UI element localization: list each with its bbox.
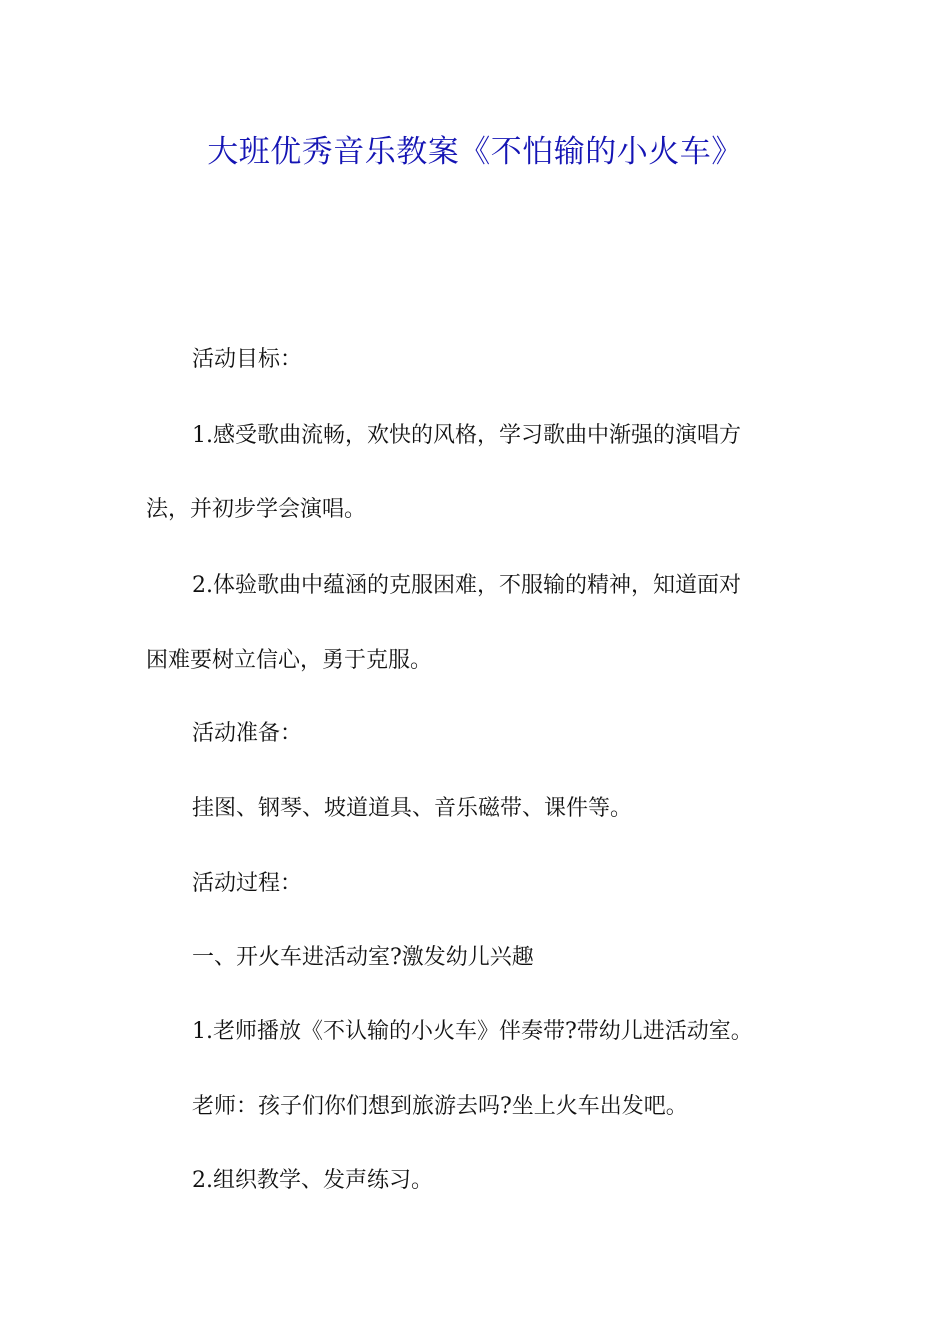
process-step-1-heading: 一、开火车进活动室?激发幼儿兴趣 [192, 945, 534, 970]
goal-1-line-1: 1.感受歌曲流畅，欢快的风格，学习歌曲中渐强的演唱方 [192, 423, 741, 448]
goal-2-line-2: 困难要树立信心，勇于克服。 [146, 648, 433, 673]
goal-2-line-1: 2.体验歌曲中蕴涵的克服困难，不服输的精神，知道面对 [192, 573, 741, 598]
teacher-dialogue: 老师：孩子们你们想到旅游去吗?坐上火车出发吧。 [192, 1094, 688, 1119]
preparation-items: 挂图、钢琴、坡道道具、音乐磁带、课件等。 [192, 796, 633, 821]
process-step-1-item-1: 1.老师播放《不认输的小火车》伴奏带?带幼儿进活动室。 [192, 1019, 753, 1044]
process-step-1-item-2: 2.组织教学、发声练习。 [192, 1168, 433, 1193]
section-heading-goals: 活动目标： [192, 347, 303, 372]
section-heading-process: 活动过程： [192, 871, 303, 896]
section-heading-preparation: 活动准备： [192, 721, 303, 746]
goal-1-line-2: 法，并初步学会演唱。 [146, 497, 367, 522]
document-title: 大班优秀音乐教案《不怕输的小火车》 [207, 134, 743, 170]
